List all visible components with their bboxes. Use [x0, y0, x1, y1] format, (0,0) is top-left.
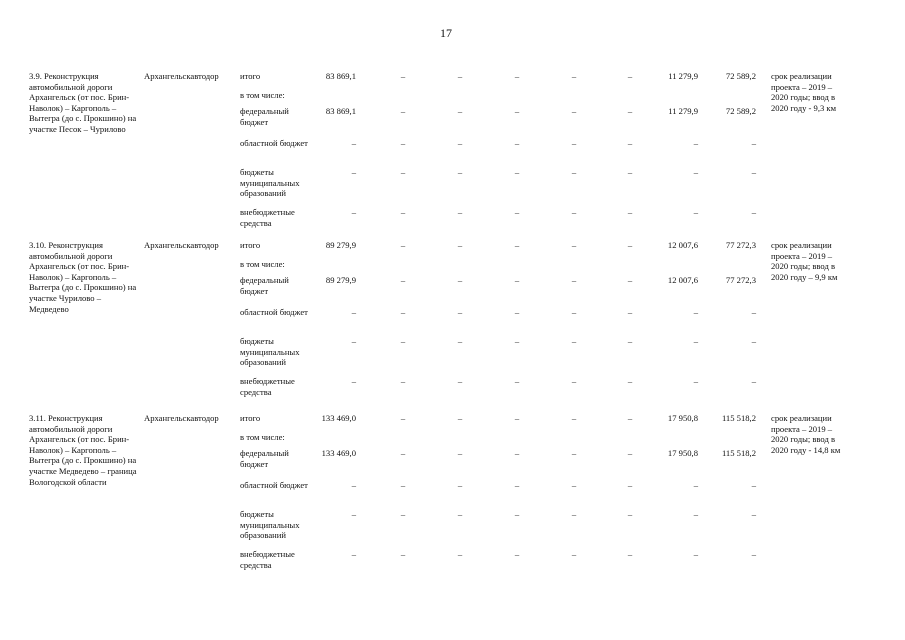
- total-value: –: [351, 307, 356, 317]
- empty-year-cell: –: [457, 509, 463, 519]
- project-name: 3.11. Реконструкция автомобильной дороги Архангельск (от пос. Брин-Наволок) – Каргополь – Вытегра (до с. Прокшино) на участке Медведево – граница Вологодской области: [29, 413, 137, 487]
- empty-year-cell: –: [514, 207, 520, 217]
- empty-year-cell: –: [514, 376, 520, 386]
- year-value: 77 272,3: [725, 240, 756, 250]
- total-value: –: [351, 207, 356, 217]
- year-value: –: [751, 480, 756, 490]
- empty-year-cell: –: [400, 307, 406, 317]
- page-number: 17: [440, 26, 452, 40]
- funding-source: внебюджетные средства: [240, 207, 295, 228]
- empty-year-cell: –: [514, 413, 520, 423]
- empty-year-cell: –: [457, 448, 463, 458]
- empty-year-cell: –: [514, 549, 520, 559]
- executor: Архангельскавтодор: [144, 413, 219, 423]
- empty-year-cell: –: [571, 240, 577, 250]
- funding-source: бюджеты муниципальных образований: [240, 509, 300, 541]
- empty-year-cell: –: [514, 336, 520, 346]
- year-value: –: [693, 307, 698, 317]
- empty-year-cell: –: [571, 448, 577, 458]
- empty-year-cell: –: [571, 336, 577, 346]
- project-name: 3.9. Реконструкция автомобильной дороги Архангельск (от пос. Брин-Наволок) – Каргополь – Вытегра (до с. Прокшино) на участке Песок – Чурилово: [29, 71, 137, 134]
- empty-year-cell: –: [400, 240, 406, 250]
- total-value: –: [351, 376, 356, 386]
- funding-source: областной бюджет: [240, 138, 308, 148]
- year-value: –: [751, 207, 756, 217]
- empty-year-cell: –: [627, 336, 633, 346]
- year-value: –: [751, 138, 756, 148]
- empty-year-cell: –: [627, 138, 633, 148]
- executor: Архангельскавтодор: [144, 71, 219, 81]
- year-value: –: [693, 207, 698, 217]
- year-value: 115 518,2: [721, 448, 756, 458]
- empty-year-cell: –: [571, 71, 577, 81]
- empty-year-cell: –: [627, 71, 633, 81]
- empty-year-cell: –: [571, 376, 577, 386]
- total-value: 133 469,0: [321, 448, 356, 458]
- empty-year-cell: –: [627, 448, 633, 458]
- empty-year-cell: –: [571, 307, 577, 317]
- funding-source: итого: [240, 240, 261, 250]
- empty-year-cell: –: [457, 106, 463, 116]
- empty-year-cell: –: [457, 480, 463, 490]
- empty-year-cell: –: [627, 207, 633, 217]
- project-note: срок реализации проекта – 2019 – 2020 годы; ввод в 2020 году - 14,8 км: [771, 413, 841, 455]
- empty-year-cell: –: [627, 240, 633, 250]
- empty-year-cell: –: [457, 275, 463, 285]
- empty-year-cell: –: [400, 275, 406, 285]
- empty-year-cell: –: [571, 275, 577, 285]
- total-value: 83 869,1: [325, 106, 356, 116]
- empty-year-cell: –: [571, 167, 577, 177]
- empty-year-cell: –: [514, 307, 520, 317]
- year-value: 12 007,6: [667, 240, 698, 250]
- empty-year-cell: –: [514, 240, 520, 250]
- year-value: –: [693, 549, 698, 559]
- empty-year-cell: –: [571, 207, 577, 217]
- empty-year-cell: –: [627, 307, 633, 317]
- empty-year-cell: –: [627, 413, 633, 423]
- empty-year-cell: –: [457, 413, 463, 423]
- empty-year-cell: –: [400, 480, 406, 490]
- year-value: –: [693, 336, 698, 346]
- funding-source: федеральный бюджет: [240, 448, 289, 469]
- empty-year-cell: –: [514, 480, 520, 490]
- project-note: срок реализации проекта – 2019 – 2020 годы; ввод в 2020 году - 9,3 км: [771, 71, 837, 113]
- empty-year-cell: –: [457, 307, 463, 317]
- empty-year-cell: –: [457, 138, 463, 148]
- year-value: –: [751, 549, 756, 559]
- empty-year-cell: –: [400, 336, 406, 346]
- empty-year-cell: –: [627, 376, 633, 386]
- project-name: 3.10. Реконструкция автомобильной дороги Архангельск (от пос. Брин-Наволок) – Каргополь – Вытегра (до с. Прокшино) на участке Чурилово – Медведево: [29, 240, 137, 314]
- total-value: –: [351, 336, 356, 346]
- year-value: 11 279,9: [668, 71, 698, 81]
- empty-year-cell: –: [457, 240, 463, 250]
- empty-year-cell: –: [571, 106, 577, 116]
- total-value: –: [351, 480, 356, 490]
- project-note: срок реализации проекта – 2019 – 2020 годы; ввод в 2020 году – 9,9 км: [771, 240, 838, 282]
- year-value: –: [693, 376, 698, 386]
- year-value: 12 007,6: [667, 275, 698, 285]
- total-value: –: [351, 549, 356, 559]
- total-value: –: [351, 167, 356, 177]
- empty-year-cell: –: [627, 480, 633, 490]
- empty-year-cell: –: [400, 71, 406, 81]
- empty-year-cell: –: [457, 207, 463, 217]
- total-value: 83 869,1: [325, 71, 356, 81]
- empty-year-cell: –: [400, 207, 406, 217]
- empty-year-cell: –: [627, 275, 633, 285]
- year-value: –: [751, 336, 756, 346]
- empty-year-cell: –: [514, 167, 520, 177]
- year-value: –: [693, 480, 698, 490]
- year-value: 11 279,9: [668, 106, 698, 116]
- year-value: –: [751, 167, 756, 177]
- year-value: 115 518,2: [721, 413, 756, 423]
- empty-year-cell: –: [457, 376, 463, 386]
- empty-year-cell: –: [514, 71, 520, 81]
- funding-source: бюджеты муниципальных образований: [240, 336, 300, 368]
- empty-year-cell: –: [571, 480, 577, 490]
- year-value: –: [751, 509, 756, 519]
- empty-year-cell: –: [514, 106, 520, 116]
- empty-year-cell: –: [571, 138, 577, 148]
- empty-year-cell: –: [457, 336, 463, 346]
- total-value: 89 279,9: [325, 240, 356, 250]
- empty-year-cell: –: [400, 509, 406, 519]
- funding-source: областной бюджет: [240, 307, 308, 317]
- year-value: –: [751, 307, 756, 317]
- year-value: –: [693, 167, 698, 177]
- year-value: –: [693, 138, 698, 148]
- funding-source: внебюджетные средства: [240, 376, 295, 397]
- funding-source: областной бюджет: [240, 480, 308, 490]
- empty-year-cell: –: [571, 509, 577, 519]
- funding-source: бюджеты муниципальных образований: [240, 167, 300, 199]
- total-value: 89 279,9: [325, 275, 356, 285]
- empty-year-cell: –: [627, 106, 633, 116]
- empty-year-cell: –: [514, 138, 520, 148]
- total-value: –: [351, 509, 356, 519]
- empty-year-cell: –: [627, 549, 633, 559]
- total-value: 133 469,0: [321, 413, 356, 423]
- empty-year-cell: –: [400, 448, 406, 458]
- year-value: 77 272,3: [725, 275, 756, 285]
- executor: Архангельскавтодор: [144, 240, 219, 250]
- year-value: 17 950,8: [667, 448, 698, 458]
- funding-source: внебюджетные средства: [240, 549, 295, 570]
- funding-source: в том числе:: [240, 90, 285, 100]
- year-value: 72 589,2: [725, 106, 756, 116]
- year-value: –: [693, 509, 698, 519]
- funding-source: итого: [240, 413, 261, 423]
- year-value: 17 950,8: [667, 413, 698, 423]
- funding-source: в том числе:: [240, 259, 285, 269]
- empty-year-cell: –: [400, 138, 406, 148]
- empty-year-cell: –: [400, 413, 406, 423]
- empty-year-cell: –: [571, 413, 577, 423]
- empty-year-cell: –: [457, 167, 463, 177]
- funding-source: итого: [240, 71, 261, 81]
- empty-year-cell: –: [571, 549, 577, 559]
- year-value: 72 589,2: [725, 71, 756, 81]
- empty-year-cell: –: [457, 549, 463, 559]
- funding-source: федеральный бюджет: [240, 275, 289, 296]
- empty-year-cell: –: [514, 509, 520, 519]
- empty-year-cell: –: [400, 376, 406, 386]
- empty-year-cell: –: [400, 167, 406, 177]
- empty-year-cell: –: [514, 275, 520, 285]
- total-value: –: [351, 138, 356, 148]
- empty-year-cell: –: [627, 509, 633, 519]
- funding-source: в том числе:: [240, 432, 285, 442]
- empty-year-cell: –: [514, 448, 520, 458]
- empty-year-cell: –: [400, 106, 406, 116]
- funding-source: федеральный бюджет: [240, 106, 289, 127]
- empty-year-cell: –: [457, 71, 463, 81]
- empty-year-cell: –: [627, 167, 633, 177]
- empty-year-cell: –: [400, 549, 406, 559]
- year-value: –: [751, 376, 756, 386]
